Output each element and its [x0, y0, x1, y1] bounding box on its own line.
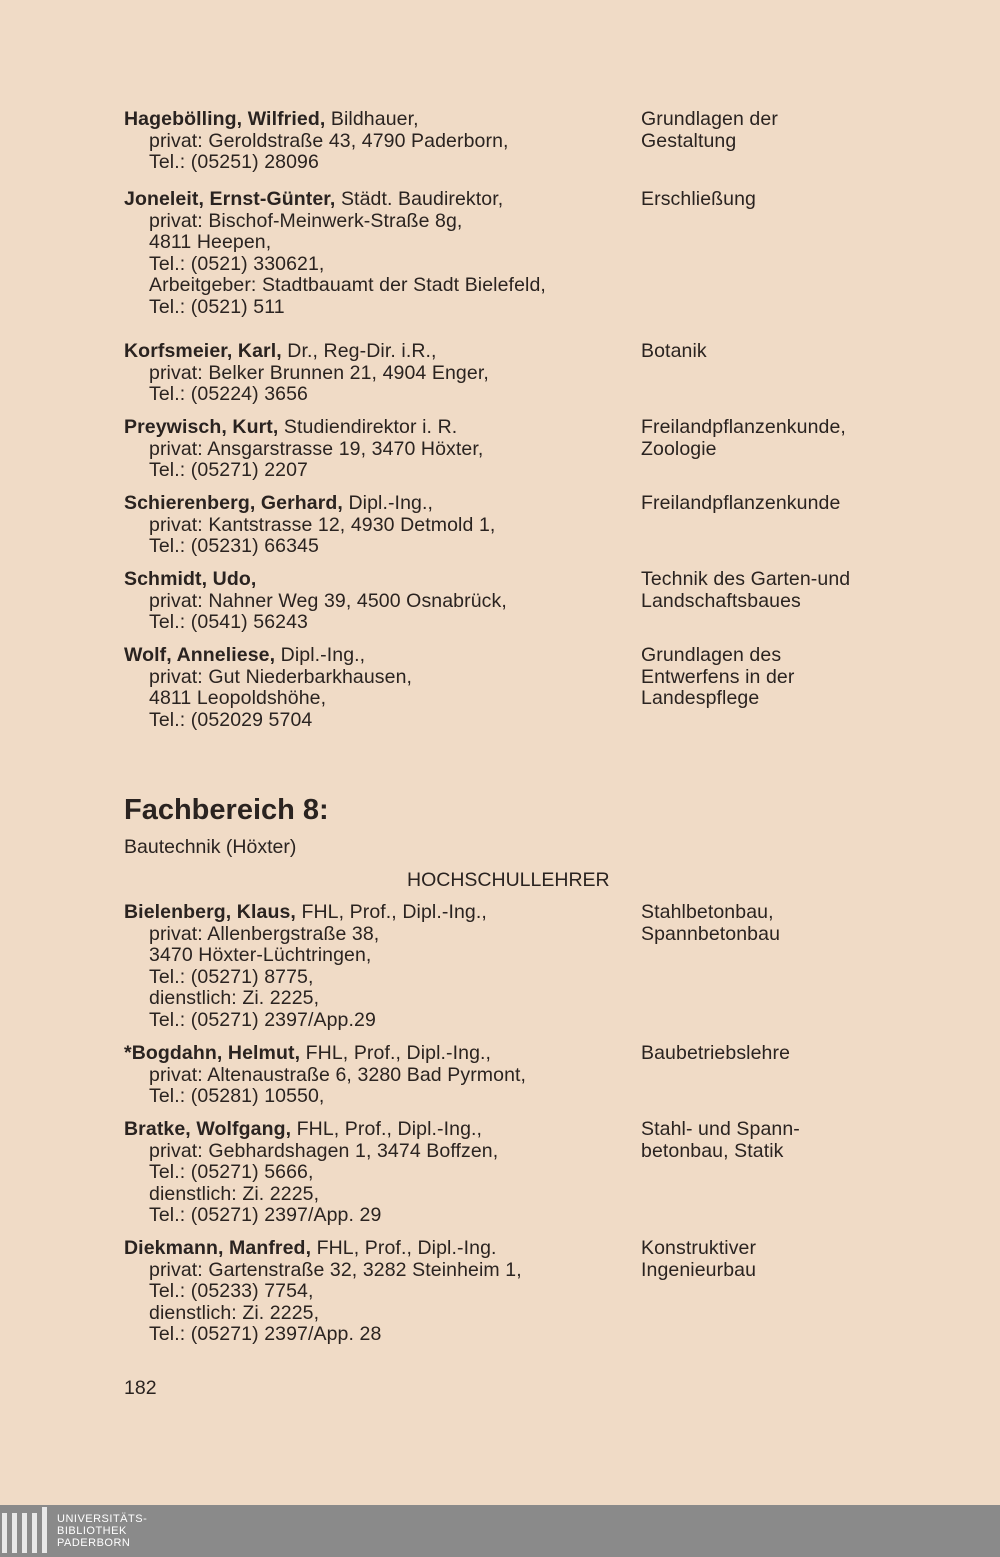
entry-line: Tel.: (0541) 56243: [149, 611, 308, 634]
library-logo-icon: [2, 1509, 47, 1553]
entry-subject: Erschließung: [641, 188, 757, 210]
entry-line: Tel.: (052029 5704: [149, 708, 313, 731]
entry-subject: Stahl- und Spann-: [641, 1118, 800, 1140]
entry-title: FHL, Prof., Dipl.-Ing.: [311, 1237, 497, 1259]
entry-subject: Grundlagen des: [641, 644, 782, 666]
entry-line: dienstlich: Zi. 2225,: [149, 1301, 320, 1324]
entry-subject: Zoologie: [641, 437, 717, 460]
entry-title: Städt. Baudirektor,: [335, 188, 504, 210]
entry-line: Tel.: (05231) 66345: [149, 535, 319, 558]
entry-subject: Konstruktiver: [641, 1237, 757, 1259]
entry-line: privat: Kantstrasse 12, 4930 Detmold 1,: [149, 513, 496, 536]
entry-subject: Gestaltung: [641, 129, 737, 152]
entry-subject: Grundlagen der: [641, 108, 778, 130]
entry-line: Tel.: (05224) 3656: [149, 383, 308, 406]
entry-subject: Freilandpflanzenkunde,: [641, 416, 846, 438]
entry-line: Tel.: (05233) 7754,: [149, 1280, 314, 1303]
entry-line: privat: Bischof-Meinwerk-Straße 8g,: [149, 209, 463, 232]
entry-title: Studiendirektor i. R.: [278, 416, 458, 438]
entry-subject: Freilandpflanzenkunde: [641, 492, 841, 514]
entry-title: Dr., Reg-Dir. i.R.,: [281, 340, 437, 362]
entry-line: Tel.: (05251) 28096: [149, 151, 319, 174]
entry-name: Schierenberg, Gerhard,: [124, 492, 343, 514]
entry-line: dienstlich: Zi. 2225,: [149, 987, 320, 1010]
library-logo-line: PADERBORN: [57, 1537, 131, 1549]
entry-line: Tel.: (05271) 8775,: [149, 965, 314, 988]
entry-line: privat: Nahner Weg 39, 4500 Osnabrück,: [149, 589, 507, 612]
entry-name: Hagebölling, Wilfried,: [124, 108, 326, 130]
entry-title: Dipl.-Ing.,: [342, 492, 434, 514]
entry-line: Tel.: (05271) 2397/App. 28: [149, 1323, 382, 1346]
entry-name: Joneleit, Ernst-Günter,: [124, 188, 336, 210]
entry-subject: Technik des Garten-und: [641, 568, 851, 590]
entry-line: Tel.: (05271) 2397/App.29: [149, 1008, 376, 1031]
section-heading: Fachbereich 8:: [124, 794, 329, 826]
entry-line: Tel.: (05281) 10550,: [149, 1085, 325, 1108]
entry-subject: Entwerfens in der: [641, 665, 795, 688]
entry-line: 3470 Höxter-Lüchtringen,: [149, 944, 372, 967]
entry-name: Diekmann, Manfred,: [124, 1237, 312, 1259]
entry-name: *Bogdahn, Helmut,: [124, 1042, 301, 1064]
entry-line: privat: Belker Brunnen 21, 4904 Enger,: [149, 361, 489, 384]
entry-line: privat: Altenaustraße 6, 3280 Bad Pyrmont,: [149, 1063, 527, 1086]
entry-name: Wolf, Anneliese,: [124, 644, 276, 666]
entry-line: Tel.: (05271) 5666,: [149, 1161, 314, 1184]
library-logo-line: UNIVERSITÄTS-: [57, 1513, 148, 1525]
entry-subject: Ingenieurbau: [641, 1258, 757, 1281]
entry-subject: Botanik: [641, 340, 707, 362]
entry-line: Arbeitgeber: Stadtbauamt der Stadt Bielefeld,: [149, 274, 546, 297]
entry-name: Schmidt, Udo,: [124, 568, 257, 590]
entry-line: privat: Gartenstraße 32, 3282 Steinheim 1,: [149, 1258, 522, 1281]
entry-line: dienstlich: Zi. 2225,: [149, 1182, 320, 1205]
entry-title: FHL, Prof., Dipl.-Ing.,: [300, 1042, 492, 1064]
entry-line: 4811 Heepen,: [149, 231, 272, 254]
entry-subject: Landespflege: [641, 687, 760, 710]
entry-name: Bielenberg, Klaus,: [124, 901, 296, 923]
entry-name: Preywisch, Kurt,: [124, 416, 279, 438]
entry-name: Bratke, Wolfgang,: [124, 1118, 292, 1140]
library-logo-line: BIBLIOTHEK: [57, 1525, 127, 1537]
entry-line: privat: Gut Niederbarkhausen,: [149, 665, 413, 688]
entry-title: Dipl.-Ing.,: [275, 644, 366, 666]
entry-line: Tel.: (05271) 2397/App. 29: [149, 1204, 382, 1227]
entry-line: privat: Allenbergstraße 38,: [149, 922, 380, 945]
entry-title: FHL, Prof., Dipl.-Ing.,: [295, 901, 487, 923]
section-label: HOCHSCHULLEHRER: [407, 869, 610, 891]
entry-subject: Stahlbetonbau,: [641, 901, 774, 923]
entry-line: privat: Geroldstraße 43, 4790 Paderborn,: [149, 129, 509, 152]
section-subheading: Bautechnik (Höxter): [124, 836, 297, 858]
entry-subject: Landschaftsbaues: [641, 589, 801, 612]
entry-line: privat: Ansgarstrasse 19, 3470 Höxter,: [149, 437, 484, 460]
entry-title: Bildhauer,: [325, 108, 419, 130]
entry-line: privat: Gebhardshagen 1, 3474 Boffzen,: [149, 1139, 499, 1162]
page-number: 182: [124, 1377, 157, 1399]
entry-line: Tel.: (0521) 511: [149, 295, 285, 318]
entry-name: Korfsmeier, Karl,: [124, 340, 282, 362]
entry-line: Tel.: (0521) 330621,: [149, 252, 325, 275]
entry-subject: Baubetriebslehre: [641, 1042, 791, 1064]
entry-subject: Spannbetonbau: [641, 922, 781, 945]
library-logo-text: [57, 1513, 147, 1549]
library-footer-banner: [0, 1505, 1000, 1557]
entry-line: Tel.: (05271) 2207: [149, 459, 308, 482]
entry-line: 4811 Leopoldshöhe,: [149, 687, 327, 710]
entry-title: FHL, Prof., Dipl.-Ing.,: [291, 1118, 483, 1140]
entry-subject: betonbau, Statik: [641, 1139, 784, 1162]
